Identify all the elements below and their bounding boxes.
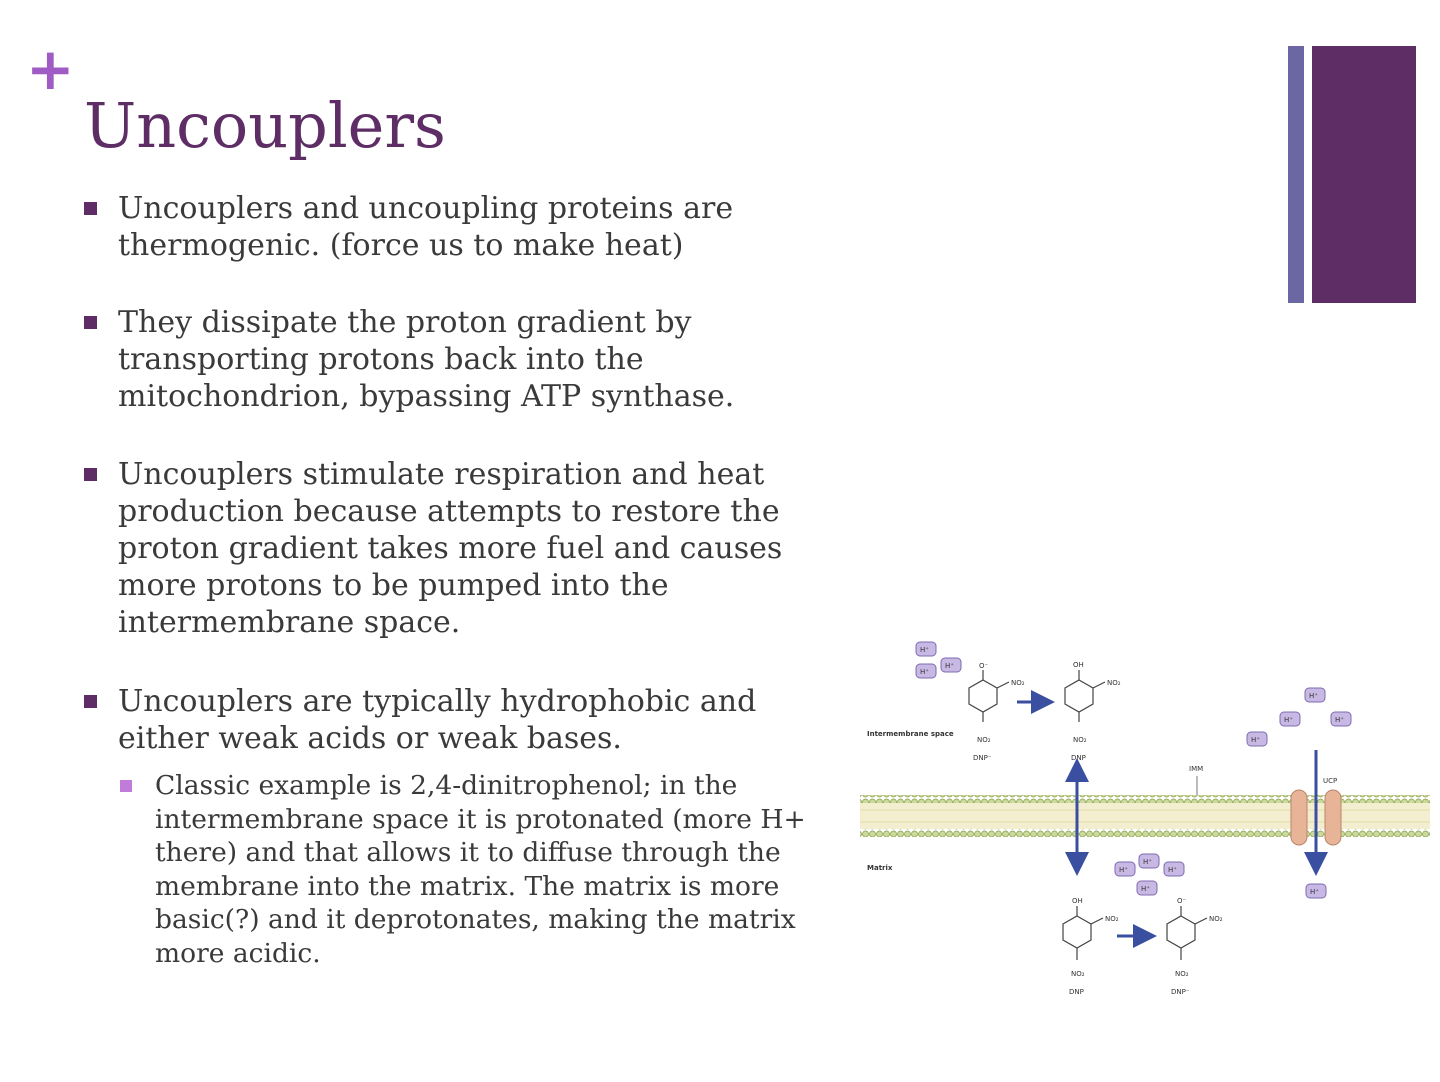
svg-text:NO₂: NO₂ bbox=[1209, 915, 1223, 923]
svg-text:H⁺: H⁺ bbox=[1251, 736, 1260, 744]
bullet-text: They dissipate the proton gradient by transporting protons back into the mitochondrion, bypassing ATP synthase. bbox=[118, 305, 735, 414]
slide-title: Uncouplers bbox=[84, 89, 446, 162]
svg-text:H⁺: H⁺ bbox=[920, 668, 929, 676]
svg-text:OH: OH bbox=[1073, 661, 1084, 669]
dnp-molecule-matrix bbox=[1063, 906, 1103, 960]
dnp-molecule bbox=[1065, 670, 1105, 722]
svg-text:H⁺: H⁺ bbox=[1310, 888, 1319, 896]
membrane bbox=[860, 795, 1430, 837]
decor-bar-thin bbox=[1288, 46, 1304, 303]
svg-text:NO₂: NO₂ bbox=[1071, 970, 1085, 978]
decor-bar-thick bbox=[1312, 46, 1416, 303]
bullet-item bbox=[84, 190, 824, 264]
sub-bullet-square-icon bbox=[120, 780, 132, 792]
svg-text:NO₂: NO₂ bbox=[1105, 915, 1119, 923]
bullet-text: Uncouplers stimulate respiration and heat production because attempts to restore the proton gradient takes more fuel and causes more protons to be pumped into the intermembrane space. bbox=[118, 457, 783, 640]
matrix-label: Matrix bbox=[867, 864, 893, 872]
dnp-label: DNP bbox=[1071, 754, 1086, 762]
plus-icon: + bbox=[26, 35, 75, 103]
svg-text:H⁺: H⁺ bbox=[1284, 716, 1293, 724]
svg-text:NO₂: NO₂ bbox=[1175, 970, 1189, 978]
dnp-anion-molecule bbox=[969, 670, 1009, 722]
svg-text:H⁺: H⁺ bbox=[1143, 858, 1152, 866]
svg-text:NO₂: NO₂ bbox=[1073, 736, 1087, 744]
dnp-anion-molecule-matrix bbox=[1167, 906, 1207, 960]
proton-cluster bbox=[916, 642, 961, 678]
bullet-square-icon bbox=[84, 468, 97, 481]
svg-text:O⁻: O⁻ bbox=[1177, 897, 1187, 905]
svg-text:H⁺: H⁺ bbox=[945, 662, 954, 670]
bullet-text: Uncouplers are typically hydrophobic and either weak acids or weak bases. bbox=[118, 684, 757, 756]
dnp-label: DNP bbox=[1069, 988, 1084, 996]
bullet-square-icon bbox=[84, 695, 97, 708]
sub-bullet-text: Classic example is 2,4-dinitrophenol; in the intermembrane space it is protonated (more H+ there) and that allows it to diffuse through the membrane into the matrix. The matrix is more basic(?) and it deprotonates, making the matrix more acidic. bbox=[155, 770, 806, 969]
svg-text:O⁻: O⁻ bbox=[979, 662, 989, 670]
bullet-list bbox=[84, 190, 824, 970]
ucp-label: UCP bbox=[1323, 777, 1338, 785]
svg-text:H⁺: H⁺ bbox=[920, 646, 929, 654]
imm-label: IMM bbox=[1189, 765, 1204, 773]
proton-cluster bbox=[1247, 688, 1351, 746]
svg-text:OH: OH bbox=[1072, 897, 1083, 905]
svg-text:NO₂: NO₂ bbox=[977, 736, 991, 744]
svg-text:NO₂: NO₂ bbox=[1011, 679, 1025, 687]
dnp-anion-label: DNP⁻ bbox=[973, 754, 992, 762]
dnp-anion-label: DNP⁻ bbox=[1171, 988, 1190, 996]
svg-text:H⁺: H⁺ bbox=[1335, 716, 1344, 724]
bullet-item bbox=[84, 683, 824, 757]
bullet-text: Uncouplers and uncoupling proteins are thermogenic. (force us to make heat) bbox=[118, 191, 734, 263]
bullet-square-icon bbox=[84, 316, 97, 329]
sub-bullet-item bbox=[155, 769, 815, 970]
bullet-item bbox=[84, 304, 824, 415]
proton-cluster bbox=[1115, 854, 1184, 895]
svg-text:NO₂: NO₂ bbox=[1107, 679, 1121, 687]
svg-text:H⁺: H⁺ bbox=[1141, 885, 1150, 893]
bullet-square-icon bbox=[84, 202, 97, 215]
svg-text:H⁺: H⁺ bbox=[1119, 866, 1128, 874]
intermembrane-label: Intermembrane space bbox=[867, 730, 954, 738]
svg-text:H⁺: H⁺ bbox=[1168, 866, 1177, 874]
uncoupler-membrane-diagram bbox=[855, 630, 1435, 1000]
bullet-item bbox=[84, 456, 824, 641]
svg-text:H⁺: H⁺ bbox=[1309, 692, 1318, 700]
